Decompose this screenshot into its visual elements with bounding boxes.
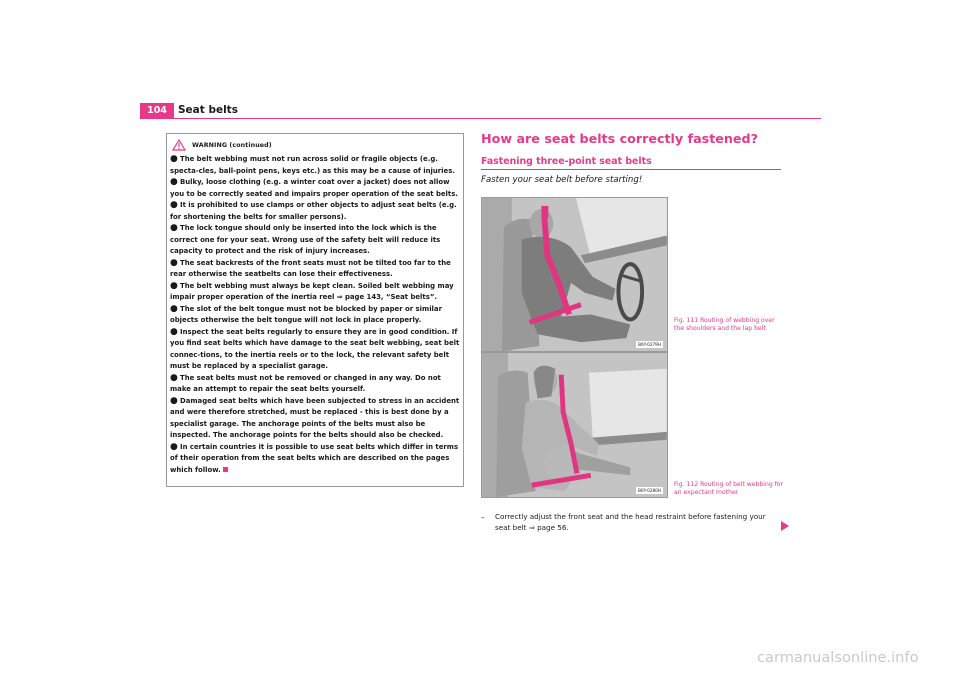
warning-header xyxy=(172,138,460,152)
figure-code: B6Y-0280H xyxy=(638,488,661,493)
warning-title: WARNING (continued) xyxy=(192,141,272,149)
page-number: 104 xyxy=(140,103,174,118)
warning-list xyxy=(170,154,460,476)
section-end-mark xyxy=(223,467,228,472)
running-header-title: Seat belts xyxy=(178,104,238,116)
instruction-dash: – xyxy=(481,512,485,521)
subsection-title: Fastening three-point seat belts xyxy=(481,156,652,167)
intro-text: Fasten your seat belt before starting! xyxy=(481,175,643,185)
driver-illustration xyxy=(482,198,667,351)
warning-item: ● The belt webbing must not run across solid or fragile objects (e.g. specta-cles, ball-point pens, keys etc.) as this may be a cause of injuries. xyxy=(170,154,455,175)
warning-item: ● The seat belts must not be removed or changed in any way. Do not make an attempt to repair the seat belts yourself. xyxy=(170,372,441,393)
warning-item: ● In certain countries it is possible to use seat belts which differ in terms of their operation from the seat belts which are described on the pages which follow. xyxy=(170,441,459,474)
warning-item: ● Bulky, loose clothing (e.g. a winter coat over a jacket) does not allow you to be correctly seated and impairs proper operation of the seat belts. xyxy=(170,177,458,198)
figure-code: B6Y-0279H xyxy=(638,342,661,347)
section-title: How are seat belts correctly fastened? xyxy=(481,131,758,146)
next-page-arrow-icon xyxy=(781,521,789,531)
warning-item: ● Damaged seat belts which have been subjected to stress in an accident and were therefore stretched, must be replaced - this is best done by a specialist garage. The anchorage points of the belts must also be inspected. The anchorage points for the belts should also be checked. xyxy=(170,395,460,439)
instruction-text: Correctly adjust the front seat and the head restraint before fastening your seat belt ⇒ page 56. xyxy=(495,512,766,532)
watermark: carmanualsonline.info xyxy=(757,649,919,666)
figure-seat-belt-driver xyxy=(481,197,668,352)
warning-box xyxy=(166,133,464,487)
warning-item: ● The slot of the belt tongue must not be blocked by paper or similar objects otherwise the belt tongue will not lock in place properly. xyxy=(170,303,442,324)
warning-item: ● The seat backrests of the front seats must not be tilted too far to the rear otherwise the seatbelts can lose their effectiveness. xyxy=(170,257,451,278)
warning-item: ● Inspect the seat belts regularly to ensure they are in good condition. If you find seat belts which have damage to the seat belt webbing, seat belt connec-tions, to the inertia reels or to the lock, the relevant safety belt must be replaced by a specialist garage. xyxy=(170,326,460,370)
warning-item: ● The belt webbing must always be kept clean. Soiled belt webbing may impair proper operation of the inertia reel ⇒ page 143, “Seat belts”. xyxy=(170,280,454,301)
expectant-mother-illustration xyxy=(482,353,667,497)
figure-caption: Fig. 111 Routing of webbing over the shoulders and the lap belt xyxy=(674,317,775,332)
figure-caption: Fig. 112 Routing of belt webbing for an expectant mother xyxy=(674,481,784,496)
header-rule xyxy=(140,118,821,119)
instruction-step xyxy=(481,512,781,533)
warning-triangle-icon xyxy=(172,139,186,151)
warning-item: ● It is prohibited to use clamps or other objects to adjust seat belts (e.g. for shortening the belts for smaller persons). xyxy=(170,200,457,221)
subsection-rule xyxy=(481,169,781,170)
figure-seat-belt-pregnant xyxy=(481,352,668,498)
warning-item: ● The lock tongue should only be inserted into the lock which is the correct one for your seat. Wrong use of the safety belt will reduce its capacity to protect and the risk of injury increases. xyxy=(170,223,441,255)
